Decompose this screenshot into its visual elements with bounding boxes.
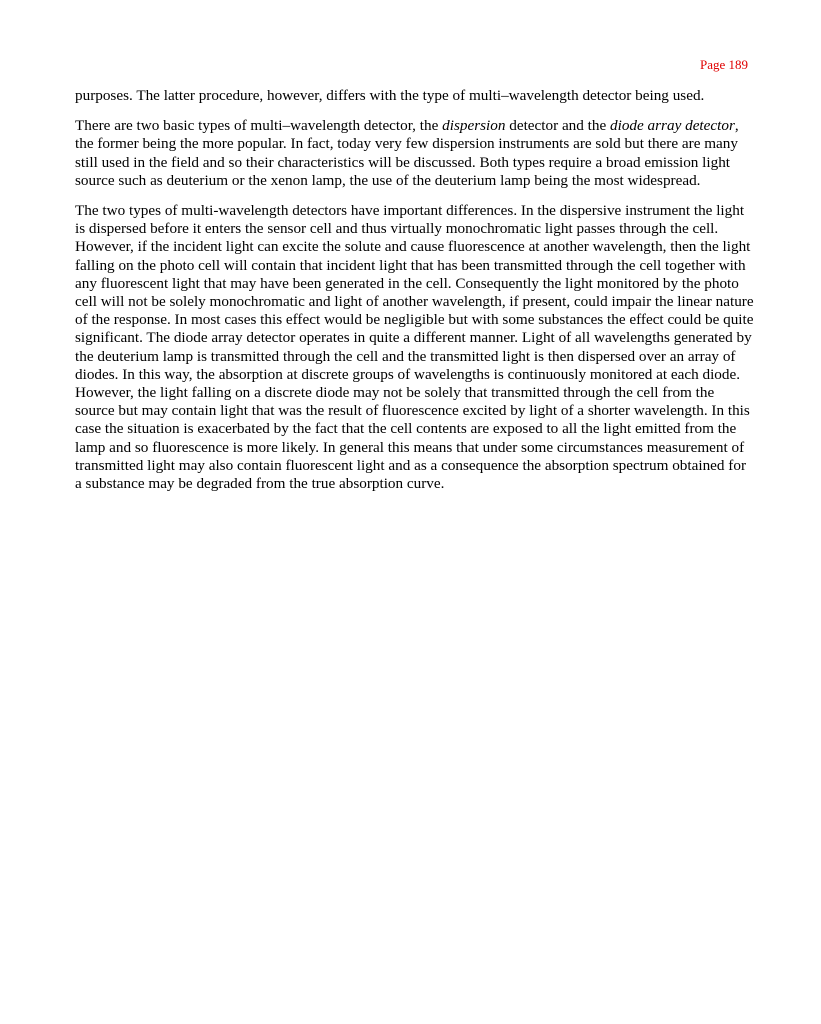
text-run: The two types of multi-wavelength detectors have important differences. In the dispersive instrument the light is dispersed before it enters the sensor cell and thus virtually monochromatic light passes through the cell. However, if the incident light can excite the solute and cause fluorescence at another wavelength, then the light falling on the photo cell will contain that incident light that has been transmitted through the cell together with any fluorescent light that may have been generated in the cell. Consequently the light monitored by the photo cell will not be solely monochromatic and light of another wavelength, if present, could impair the linear nature of the response. In most cases this effect would be negligible but with some substances the effect could be quite significant. The diode array detector operates in quite a different manner. Light of all wavelengths generated by the deuterium lamp is transmitted through the cell and the transmitted light is then dispersed over an array of diodes. In this way, the absorption at discrete groups of wavelengths is continuously monitored at each diode. However, the light falling on a discrete diode may not be solely that transmitted through the cell from the source but may contain light that was the result of fluorescence excited by light of a shorter wavelength. In this case the situation is exacerbated by the fact that the cell contents are exposed to all the light emitted from the lamp and so fluorescence is more likely. In general this means that under some circumstances measurement of transmitted light may also contain fluorescent light and as a consequence the absorption spectrum obtained for a substance may be degraded from the true absorption curve. <box>75 202 754 493</box>
document-body <box>75 87 755 505</box>
paragraph <box>75 202 755 493</box>
text-run: purposes. The latter procedure, however, differs with the type of multi–wavelength detector being used. <box>75 87 705 104</box>
page-number: Page 189 <box>699 57 748 72</box>
emphasis-dispersion: dispersion <box>442 117 506 135</box>
paragraph <box>75 117 755 190</box>
text-run: , the former being the more popular. In fact, today very few dispersion instruments are sold but there are many still used in the field and so their characteristics will be discussed. Both types require a broad emission light source such as deuterium or the xenon lamp, the use of the deuterium lamp being the most widespread. <box>75 117 739 189</box>
paragraph <box>75 87 755 105</box>
text-run: detector and the <box>505 117 611 135</box>
text-run: There are two basic types of multi–wavelength detector, the <box>75 117 443 135</box>
emphasis-diode-array-detector: diode array detector <box>610 117 735 135</box>
